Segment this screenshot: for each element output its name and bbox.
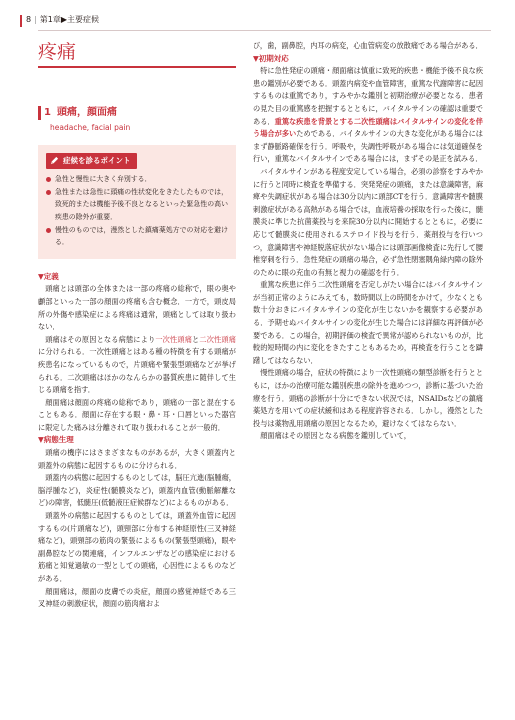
pencil-icon: [50, 156, 59, 165]
key-points-box: [38, 145, 236, 259]
definition-heading: ▼定義: [38, 271, 59, 281]
pathophysiology-paragraph-2: 頭蓋内の病態に起因するものとしては，脳圧亢進(脳腫瘍，脳浮腫など)，炎症性(髄膜炎など)，頭蓋内血管(動脈解離など)の障害，低髄圧(低髄液圧症候群など)によるものがある．: [38, 473, 236, 508]
header-running-title: 8 | 第1章▶主要症候: [26, 15, 100, 24]
page-number: 8: [26, 15, 32, 24]
list-item: 慢性のものでは，漫然とした鎮痛薬処方での対応を避ける．: [46, 224, 228, 249]
bullet-icon: [46, 190, 51, 195]
header-chapter: 第1章: [39, 15, 61, 24]
bullet-icon: [46, 177, 51, 182]
continued-paragraph: び，歯，副鼻腔，内耳の病変，心血管病変の放散痛である場合がある．: [253, 41, 483, 50]
section-number: 1: [44, 106, 51, 118]
bullet-icon: [46, 228, 51, 233]
definition-paragraph-3: 顔面痛は顔面の疼痛の総称であり，頭痛の一部と混在することもある．顔面に存在する眼・鼻・耳・口唇といった器官に限定した痛みは分離されて取り扱われることが一般的．: [38, 397, 236, 432]
initial-response-paragraph-1: 特に急性発症の頭痛・顔面痛は慎重に致死的疾患・機能予後不良な疾患の鑑別が必要である．頭蓋内病変や血管障害，重篤な代謝障害に起因するものは重篤であり，すみやかな鑑別と初期治療が必要となる．患者の見た目の重篤感を把握するとともに，バイタルサインの確認は重要である．重篤な疾患を背景とする二次性頭痛はバイタルサインの変化を伴う場合が多いためである．バイタルサインの大きな変化がある場合にはまず静脈路確保を行う．呼吸や，失調性呼吸がある場合には気道確保を行い，重篤なバイタルサインである場合には，まずその是正を試みる．: [253, 66, 484, 164]
initial-response-paragraph-5: 顔面痛はその原因となる病態を鑑別していて，: [260, 431, 411, 441]
initial-response-paragraph-4: 慢性頭痛の場合，症状の特徴により一次性頭痛の類型診断を行うとともに，ほかの治療可能な鑑別疾患の除外を進めつつ，診断に基づいた治療を行う．頭痛の診断が十分にできない状況では，NSAIDsなどの鎮痛薬処方を用いての症状緩和はある程度許容される．しかし，漫然とした投与は薬物乱用頭痛の原因となるため，避けなくてはならない．: [253, 368, 484, 428]
key-points-list: [46, 173, 228, 249]
pathophysiology-paragraph-1: 頭痛の機序にはさまざまなものがあるが，大きく頭蓋内と頭蓋外の病態に起因するものに分けられる．: [38, 448, 236, 470]
right-column: [253, 40, 483, 443]
definition-paragraph-2: 頭痛はその原因となる病態により一次性頭痛と二次性頭痛に分けられる．一次性頭痛とはある種の特徴を有する頭痛が疾患名になっているもので，片頭痛や緊張型頭痛などが挙げられる．二次頭痛はほかのなんらかの器質疾患に随伴して生じる頭痛を指す．: [38, 334, 236, 395]
list-item: 急性と慢性に大きく弁別する．: [46, 173, 228, 186]
vital-signs-emphasis: 重篤な疾患を背景とする二次性頭痛はバイタルサインの変化を伴う場合が多い: [253, 116, 483, 139]
header-section: 主要症候: [67, 15, 100, 24]
header-accent-bar: [20, 15, 22, 27]
section-subtitle: headache, facial pain: [50, 123, 131, 132]
left-column: [38, 40, 236, 611]
section-heading: [38, 106, 236, 120]
pathophysiology-heading: ▼病態生理: [38, 435, 74, 445]
key-points-tag: [46, 153, 137, 170]
page-header: [0, 0, 515, 30]
initial-response-heading: ▼初期対応: [253, 53, 289, 63]
initial-response-paragraph-3: 重篤な疾患に伴う二次性頭痛を否定しがたい場合にはバイタルサインが当初正常のようにみえても，数時間以上の時間をかけて，少なくとも数十分おきにバイタルサインの変化が生じないかを観察する必要がある．予期せぬバイタルサインの変化が生じた場合には詳細な再評価が必要である．この場合，初期評価の検査で異常が認められないものが，比較的短時間の内に変化をきたすこともあるため，再検査を行うことを躊躇してはならない．: [253, 280, 484, 365]
secondary-headache-term: 二次性頭痛: [199, 334, 236, 344]
header-divider: [38, 30, 491, 31]
definition-paragraph-1: 頭痛とは頭部の全体または一部の疼痛の総称で，眼の奥や顱部といった一部の顔面の疼痛も含む概念．一方で，頭皮局所の外傷や感染症による疼痛は通常，頭痛としては取り扱わない．: [38, 284, 236, 332]
pathophysiology-paragraph-4: 顔面痛は，顔面の皮膚での炎症，顔面の感覚神経である三叉神経の刺激症状，顔面の筋肉痛およ: [38, 586, 236, 609]
key-points-tag-label: 症候を診るポイント: [63, 155, 131, 165]
section-accent-bar: [38, 106, 41, 120]
chapter-title: 疼痛: [38, 41, 77, 63]
header-arrow-icon: ▶: [60, 15, 68, 24]
primary-headache-term: 一次性頭痛: [155, 334, 193, 344]
list-item: 急性または急性に頭痛の性状変化をきたしたものでは，致死的または機能予後不良となるといった緊急性の高い疾患の除外が重要．: [46, 186, 228, 224]
pathophysiology-paragraph-3: 頭蓋外の病態に起因するものとしては，頭蓋外血管に起因するもの(片頭痛など)，頭頸部に分布する神経原性(三叉神経痛など)，頭頸部の筋肉の緊張によるもの(緊張型頭痛)，眼や副鼻腔などの関連痛，インフルエンザなどの感染症における筋痛と知覚過敏の一型としての頭痛，心因性によるものなどがある．: [38, 511, 236, 583]
section-title: 頭痛，顔面痛: [56, 106, 117, 118]
initial-response-paragraph-2: バイタルサインがある程度安定している場合，必須の診察をすみやかに行うと同時に検査を準備する．突発発症の頭痛，または意識障害，麻痺や失調症状がある場合は30分以内に頭部CTを行う．意識障害や髄膜刺激症状がある高熱がある場合では，血液培養の採取を行った後に，髄膜炎に準じた抗菌薬投与を来院30分以内に開始するとともに，必要に応じて髄膜炎に使用されるステロイド投与を行う．薬剤投与を行いつつ，意識障害や神経脱落症状がない場合には頭部画像検査に先行して腰椎穿刺を行う．急性発症の頭痛の場合，必ず急性閉塞隅角緑内障の除外のために眼の充血の有無と視力の確認を行う．: [253, 166, 484, 277]
chapter-title-rule: [38, 66, 236, 68]
